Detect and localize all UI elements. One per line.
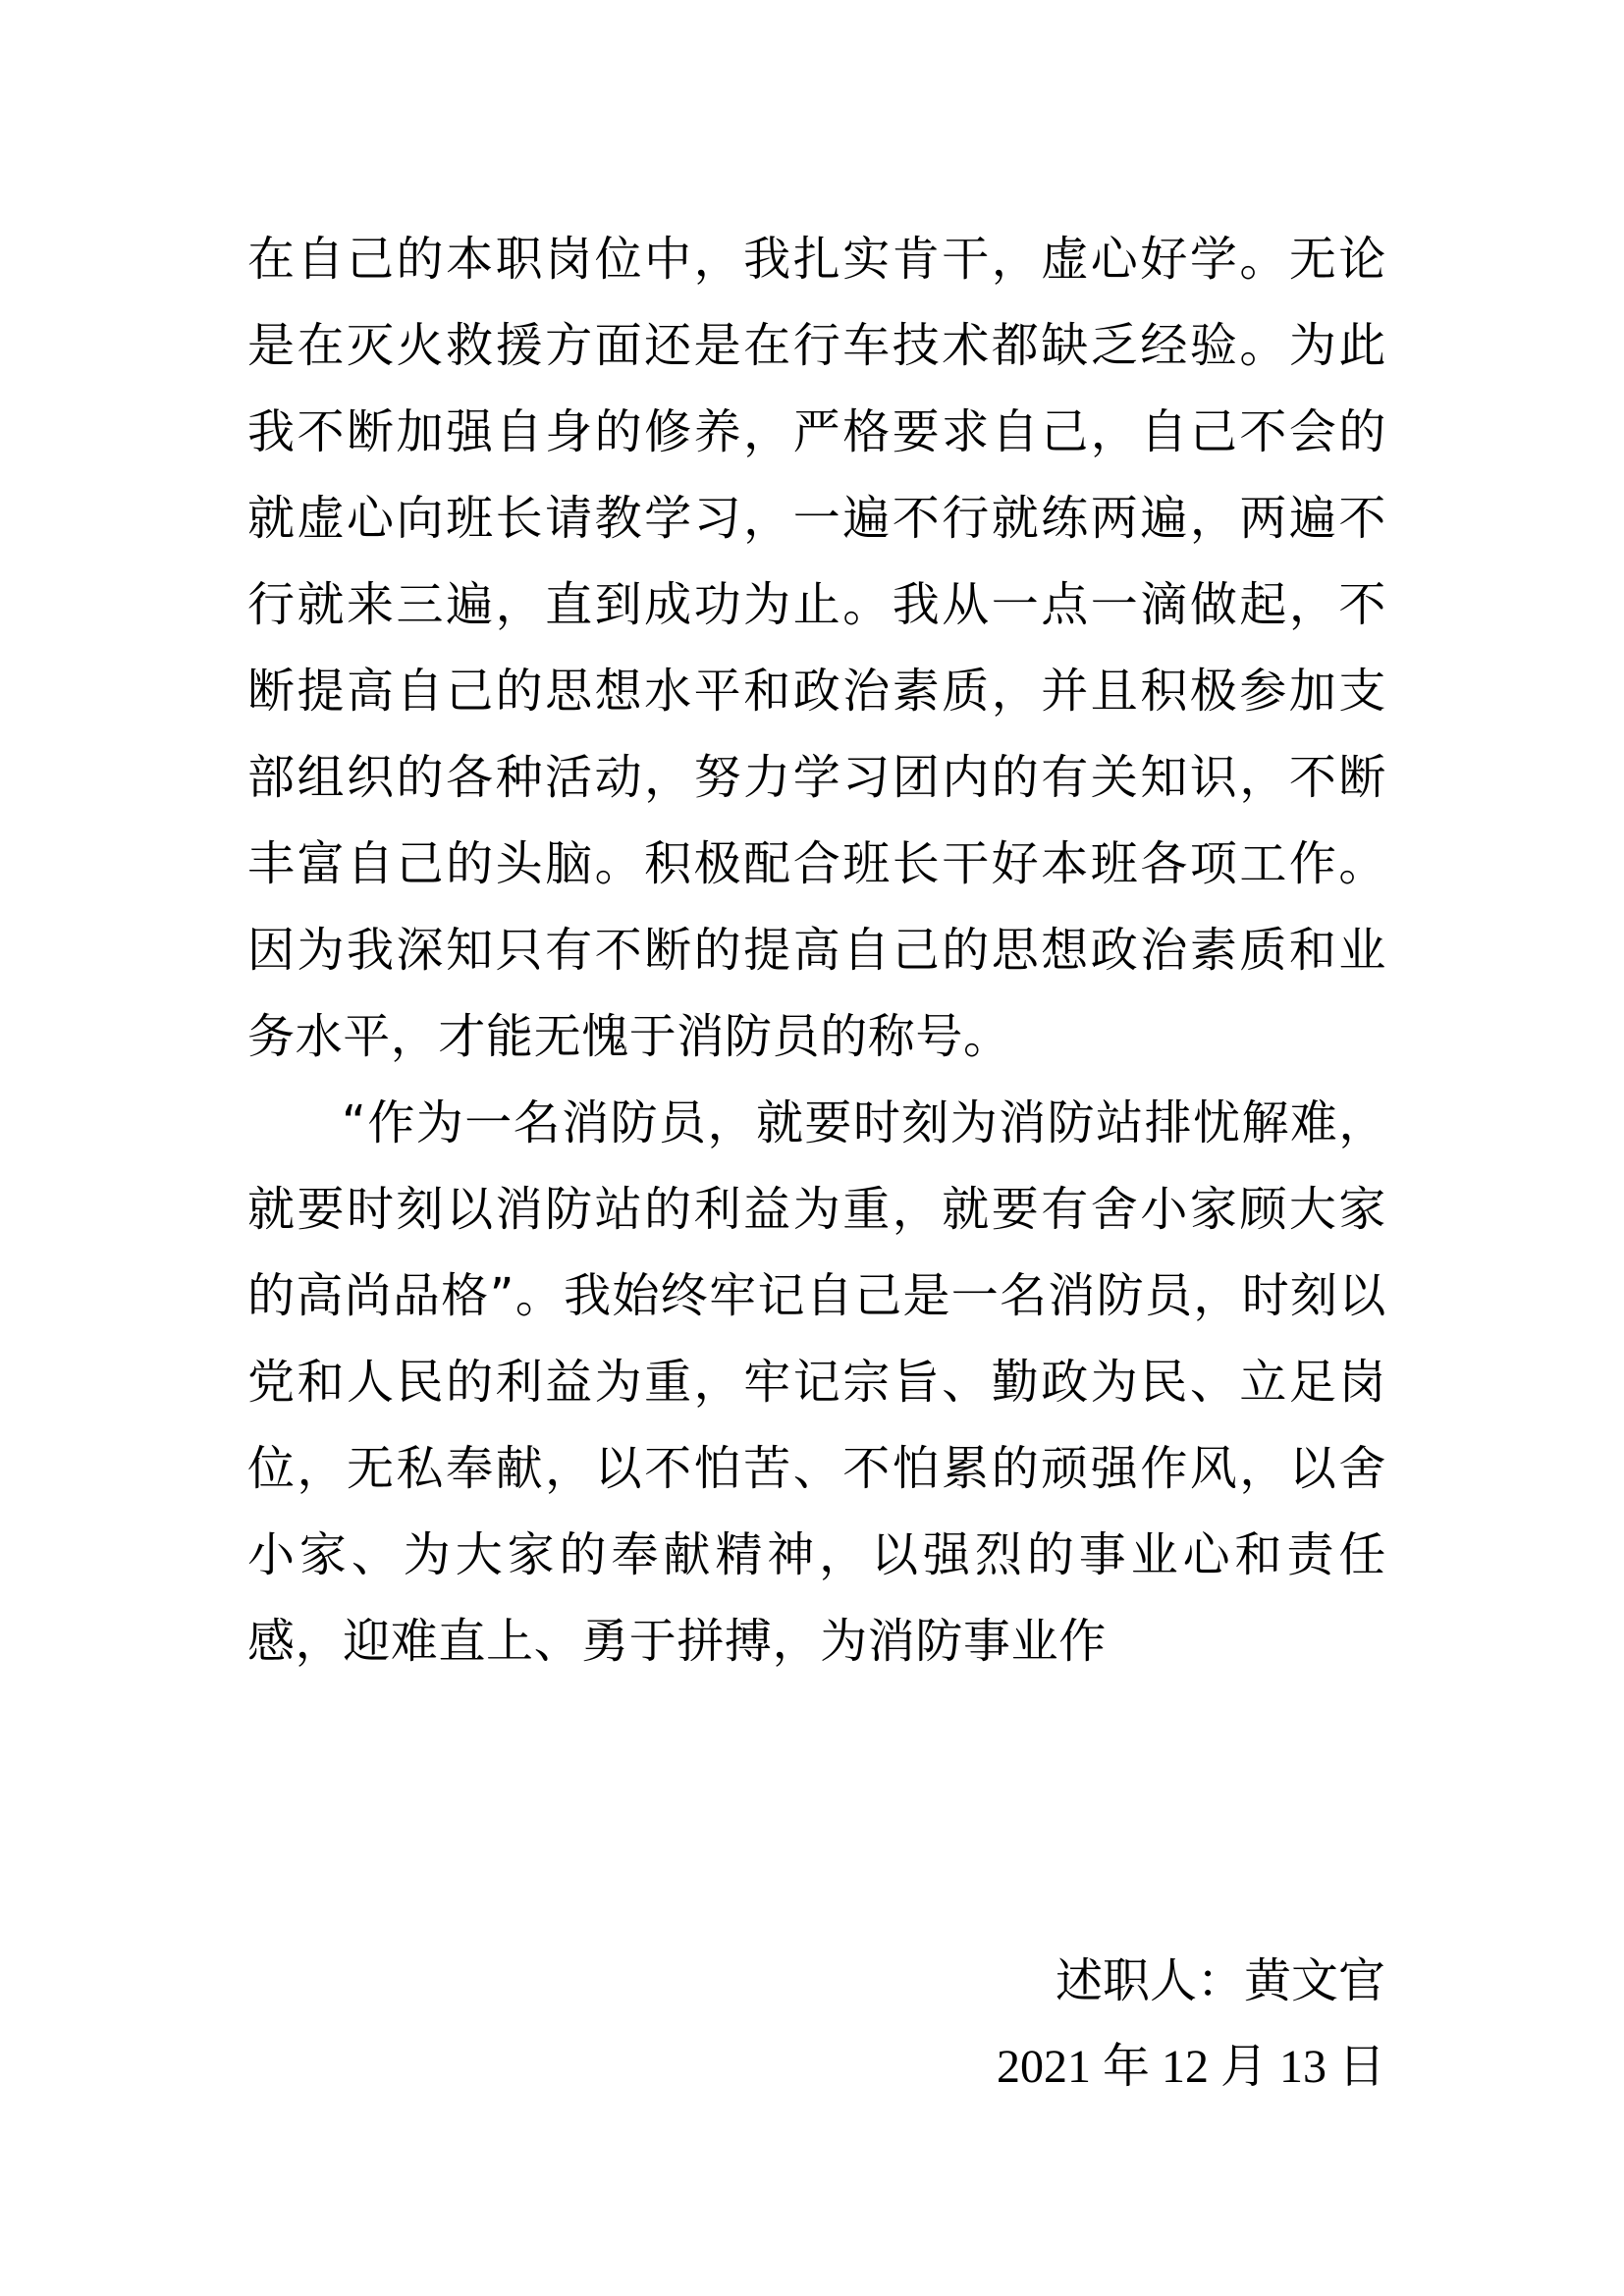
document-body [247,216,1386,1684]
signature-author: 述职人：黄文官 [1055,1953,1385,2008]
paragraph-firefighter-duty: “作为一名消防员，就要时刻为消防站排忧解难，就要时刻以消防站的利益为重，就要有舍小家顾大家的高尚品格”。我始终牢记自己是一名消防员，时刻以党和人民的利益为重，牢记宗旨、勤政为民、立足岗位，无私奉献，以不怕苦、不怕累的顽强作风，以舍小家、为大家的奉献精神，以强烈的事业心和责任感，迎难直上、勇于拼搏，为消防事业作 [247,1095,1386,1669]
signature-block [997,1938,1385,2110]
paragraph-work-attitude: 在自己的本职岗位中，我扎实肯干，虚心好学。无论是在灭火救援方面还是在行车技术都缺乏经验。为此我不断加强自身的修养，严格要求自己，自己不会的就虚心向班长请教学习，一遍不行就练两遍，两遍不行就来三遍，直到成功为止。我从一点一滴做起，不断提高自己的思想水平和政治素质，并且积极参加支部组织的各种活动，努力学习团内的有关知识，不断丰富自己的头脑。积极配合班长干好本班各项工作。因为我深知只有不断的提高自己的思想政治素质和业务水平，才能无愧于消防员的称号。 [247,232,1386,1064]
signature-date: 2021 年 12 月 13 日 [996,2041,1385,2093]
